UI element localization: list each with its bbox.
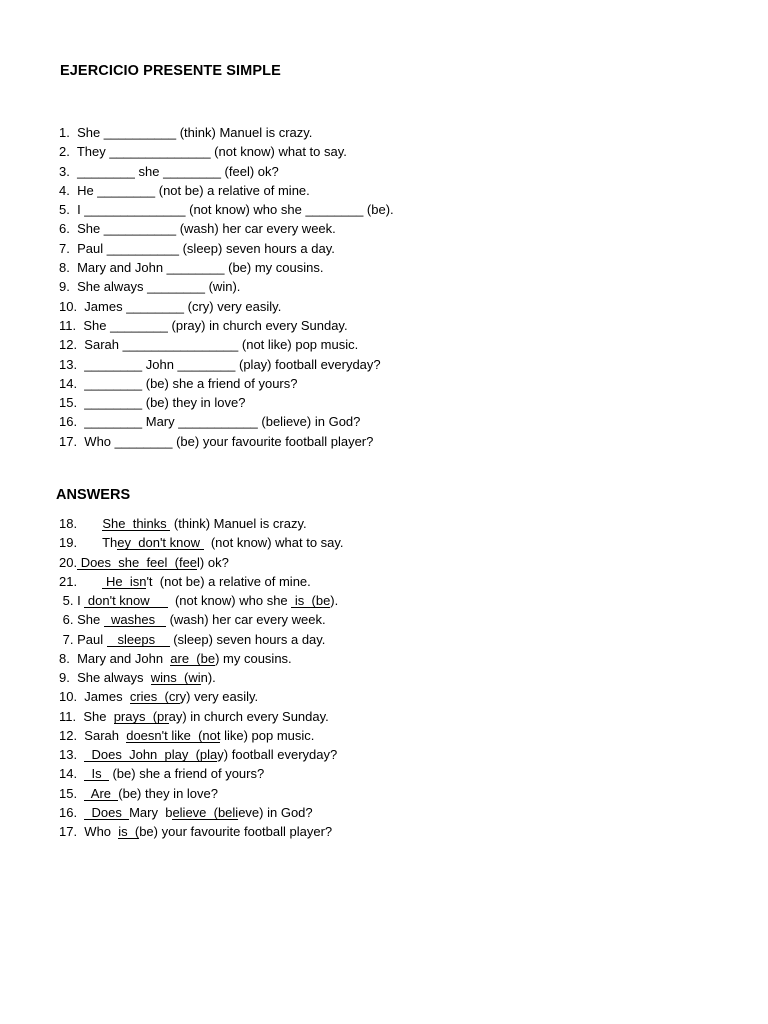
answer-prefix: 7. Paul <box>59 631 107 647</box>
answer-suffix: (be) they in love? <box>118 785 218 801</box>
answer-item <box>59 610 759 629</box>
answer-suffix: (think) Manuel is crazy. <box>170 516 307 531</box>
answer-item <box>59 764 759 783</box>
answer-item <box>59 649 759 668</box>
exercise-item: 5. I ______________ (not know) who she ________ (be). <box>59 202 394 218</box>
answer-prefix: 18. <box>59 516 103 531</box>
answer-item <box>59 822 759 841</box>
answer-prefix: 13. <box>59 747 85 762</box>
answer-prefix: 17. Who <box>59 824 119 839</box>
answer-fill: He isn <box>102 573 147 589</box>
answer-item <box>59 707 759 726</box>
answer-fill: Does she feel (fee <box>77 554 198 570</box>
answer-fill: doesn't like (not <box>126 727 221 743</box>
answer-prefix: 10. James <box>59 689 130 705</box>
answer-suffix: eve) in God? <box>238 804 313 820</box>
exercise-item: 13. ________ John ________ (play) football everyday? <box>59 356 381 372</box>
answer-item <box>59 533 759 552</box>
answer-fill: sleeps <box>106 631 170 647</box>
answer-suffix: Mary b <box>129 804 173 820</box>
answer-prefix: 12. Sarah <box>59 727 127 743</box>
answer-prefix: 16. <box>59 804 85 820</box>
answer-suffix: ay) in church every Sunday. <box>168 708 329 724</box>
answer-item <box>59 687 759 706</box>
answer-fill: cries (cr <box>129 689 180 705</box>
answer-fill: She thinks <box>102 516 171 531</box>
exercise-item: 11. She ________ (pray) in church every Sunday. <box>59 317 348 333</box>
answer-prefix: 15. <box>59 785 85 801</box>
exercise-item: 1. She __________ (think) Manuel is crazy. <box>59 125 313 140</box>
answer-fill: are (be <box>170 650 216 666</box>
exercise-item: 3. ________ she ________ (feel) ok? <box>59 163 279 179</box>
answer-suffix: n). <box>200 670 216 685</box>
exercise-item: 8. Mary and John ________ (be) my cousins. <box>59 260 324 276</box>
answer-fill: Does <box>84 804 130 820</box>
exercise-list <box>59 123 759 451</box>
answer-suffix: ) my cousins. <box>215 650 292 666</box>
exercise-item: 14. ________ (be) she a friend of yours? <box>59 375 298 391</box>
answer-fill: ey don't know <box>117 535 204 551</box>
answer-fill: Are <box>84 785 119 801</box>
answer-suffix: (not know) who she <box>167 593 292 608</box>
answer-item <box>59 514 759 533</box>
answer-suffix: like) pop music. <box>220 727 315 743</box>
answer-item <box>59 803 759 822</box>
answer-suffix: y) football everyday? <box>217 747 338 762</box>
answer-prefix: 21. <box>59 573 103 589</box>
answer-fill: Is <box>84 766 109 782</box>
answer-suffix: 't (not be) a relative of mine. <box>146 573 311 589</box>
answer-item <box>59 784 759 803</box>
page-title: EJERCICIO PRESENTE SIMPLE <box>60 63 281 79</box>
answer-prefix: 14. <box>59 766 85 782</box>
answer-fill: wins (wi <box>150 670 201 685</box>
answer-fill: don't know <box>84 593 168 608</box>
answer-fill: washes <box>103 612 166 628</box>
answer-suffix: y) very easily. <box>179 689 259 705</box>
answer-item <box>59 572 759 591</box>
answer-item <box>59 591 759 610</box>
answer-suffix: (not know) what to say. <box>203 535 344 551</box>
answer-prefix: 5. I <box>59 593 85 608</box>
answer-fill: prays (pr <box>113 708 169 724</box>
exercise-item: 15. ________ (be) they in love? <box>59 395 246 411</box>
answer-prefix: 19. Th <box>59 535 118 551</box>
answer-item <box>59 745 759 764</box>
answer-prefix: 8. Mary and John <box>59 650 171 666</box>
answer-suffix: (wash) her car every week. <box>165 612 326 628</box>
exercise-item: 10. James ________ (cry) very easily. <box>59 298 282 314</box>
answer-prefix: 20. <box>59 554 78 570</box>
answer-suffix: (sleep) seven hours a day. <box>169 631 326 647</box>
answer-fill: elieve (beli <box>172 804 239 820</box>
answer-item <box>59 630 759 649</box>
exercise-item: 2. They ______________ (not know) what to say. <box>59 144 347 160</box>
answer-suffix: l) ok? <box>197 554 229 570</box>
answer-fill: is ( <box>118 824 140 839</box>
exercise-item: 9. She always ________ (win). <box>59 279 241 295</box>
exercise-item: 16. ________ Mary ___________ (believe) in God? <box>59 414 361 430</box>
answer-suffix: be) your favourite football player? <box>139 824 333 839</box>
answer-fill: is (be <box>291 593 331 608</box>
answer-item <box>59 668 759 687</box>
answer-prefix: 11. She <box>59 708 114 724</box>
exercise-item: 12. Sarah ________________ (not like) pop music. <box>59 337 359 353</box>
answer-fill: lay (pla <box>171 747 218 762</box>
exercise-item: 7. Paul __________ (sleep) seven hours a day. <box>59 240 335 256</box>
answer-fill: Does John p <box>84 747 172 762</box>
answer-suffix: ). <box>330 593 339 608</box>
answer-prefix: 6. She <box>59 612 104 628</box>
exercise-item: 4. He ________ (not be) a relative of mine. <box>59 182 310 198</box>
answer-item <box>59 726 759 745</box>
answers-heading: ANSWERS <box>56 487 131 503</box>
exercise-item: 17. Who ________ (be) your favourite football player? <box>59 433 374 449</box>
answers-list <box>59 514 759 841</box>
answer-item <box>59 553 759 572</box>
exercise-item: 6. She __________ (wash) her car every week. <box>59 221 336 237</box>
answer-suffix: (be) she a friend of yours? <box>108 766 265 782</box>
answer-prefix: 9. She always <box>59 670 151 685</box>
